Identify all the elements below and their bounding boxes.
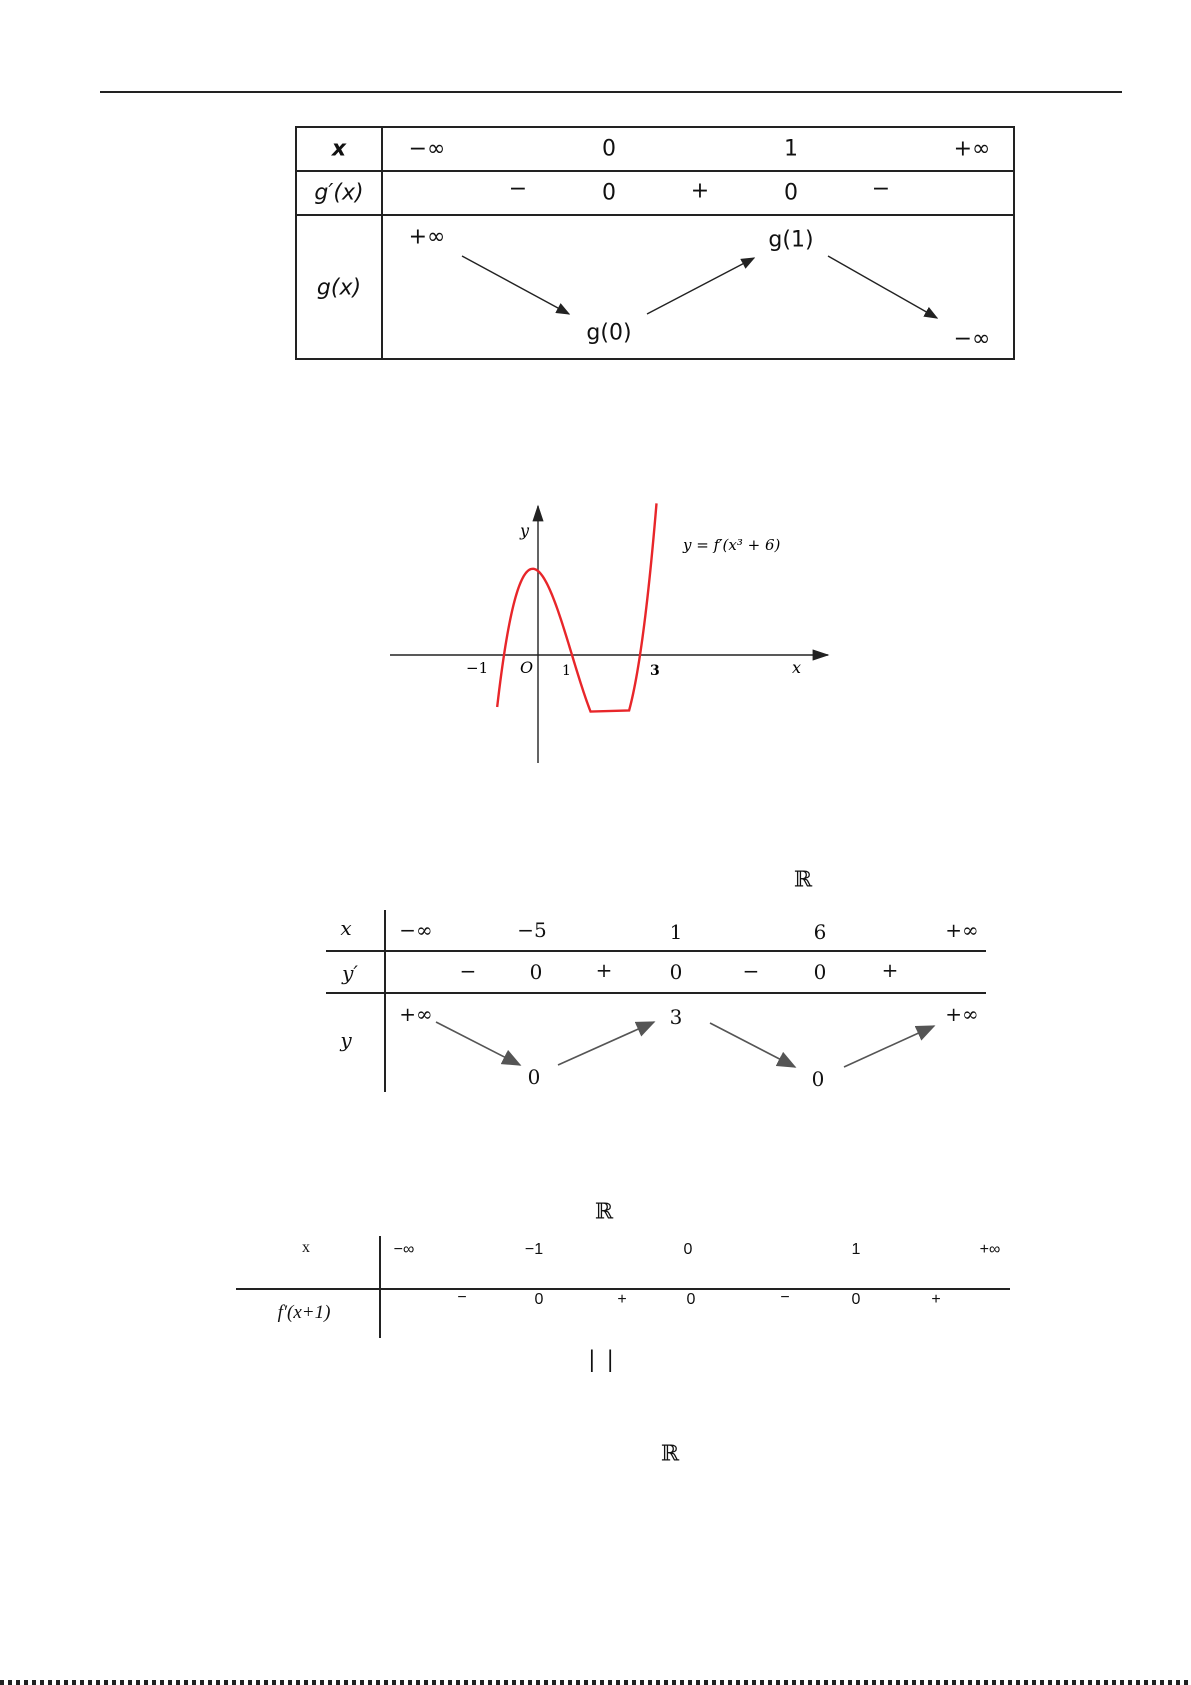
row-label-derivative: f′(x+1) — [277, 1302, 331, 1323]
x-value: 0 — [683, 1241, 693, 1258]
function-value: +∞ — [399, 1002, 433, 1026]
x-value: 0 — [602, 136, 616, 162]
arrow-up — [844, 1026, 934, 1067]
zero-value: 0 — [784, 180, 798, 206]
row-label-derivative: g′(x) — [314, 180, 364, 206]
arrow-up — [558, 1022, 654, 1065]
reals-symbol: ℝ — [660, 1441, 680, 1467]
x-value: 1 — [669, 920, 683, 944]
zero-value: 0 — [851, 1291, 861, 1308]
sign-value: + — [617, 1291, 627, 1308]
function-value: 0 — [811, 1067, 825, 1091]
zero-value: 0 — [529, 960, 543, 984]
header-rule — [100, 91, 1122, 93]
row-label-x: x — [331, 136, 347, 162]
x-axis-label: x — [792, 658, 802, 677]
arrow-up — [647, 258, 754, 314]
tick-label: −1 — [466, 659, 489, 677]
x-value: +∞ — [945, 918, 979, 942]
x-value: −5 — [517, 918, 547, 942]
x-value: 1 — [851, 1241, 861, 1258]
sign-value: + — [931, 1291, 941, 1308]
x-value: −∞ — [408, 136, 446, 162]
derivative-graph — [380, 498, 840, 778]
variation-arrows — [326, 910, 986, 1092]
zero-value: 0 — [813, 960, 827, 984]
zero-value: 0 — [686, 1291, 696, 1308]
x-value: −1 — [524, 1241, 544, 1258]
x-value: +∞ — [953, 136, 991, 162]
x-value: 1 — [784, 136, 798, 162]
variation-table-g — [295, 126, 1015, 360]
function-value: g(0) — [586, 320, 632, 346]
absolute-value-bars: | | — [588, 1347, 616, 1373]
sign-value: − — [871, 176, 891, 202]
sign-value: + — [595, 958, 613, 982]
sign-value: − — [742, 959, 760, 983]
sign-value: + — [690, 178, 710, 204]
zero-value: 0 — [602, 180, 616, 206]
function-value: 3 — [669, 1005, 683, 1029]
sign-value: − — [459, 959, 477, 983]
function-value: 0 — [527, 1065, 541, 1089]
arrow-down — [828, 256, 937, 318]
row-label-function: g(x) — [316, 275, 362, 301]
curve-label: y = f′(x³ + 6) — [683, 536, 781, 554]
tick-label: 1 — [562, 663, 571, 679]
function-value: −∞ — [953, 326, 991, 352]
x-value: −∞ — [399, 918, 433, 942]
y-axis-label: y — [520, 521, 530, 540]
row-label-x: x — [340, 916, 352, 940]
row-label-derivative: y′ — [342, 961, 358, 985]
reals-symbol: ℝ — [793, 867, 813, 893]
arrow-down — [462, 256, 569, 314]
zero-value: 0 — [669, 960, 683, 984]
tick-label: 3 — [650, 663, 660, 679]
function-value: +∞ — [408, 224, 446, 250]
page-bottom-edge — [0, 1680, 1191, 1685]
sign-value: + — [881, 958, 899, 982]
reals-symbol: ℝ — [594, 1199, 614, 1225]
function-value: +∞ — [945, 1002, 979, 1026]
function-value: g(1) — [768, 227, 814, 253]
arrow-down — [710, 1023, 795, 1067]
sign-value: − — [508, 176, 528, 202]
origin-label: O — [520, 658, 534, 677]
row-label-x: x — [302, 1239, 310, 1256]
variation-table-y — [326, 910, 986, 1092]
table-col-divider — [379, 1236, 381, 1338]
variation-arrows — [297, 128, 1013, 358]
x-value: −∞ — [393, 1241, 415, 1258]
row-label-function: y — [340, 1028, 352, 1052]
arrow-down — [436, 1022, 520, 1065]
sign-value: − — [780, 1289, 790, 1306]
table-row-divider — [236, 1288, 1010, 1290]
sign-value: − — [457, 1289, 467, 1306]
x-value: +∞ — [979, 1241, 1001, 1258]
sign-table-f — [236, 1236, 1010, 1338]
zero-value: 0 — [534, 1291, 544, 1308]
x-value: 6 — [813, 920, 827, 944]
